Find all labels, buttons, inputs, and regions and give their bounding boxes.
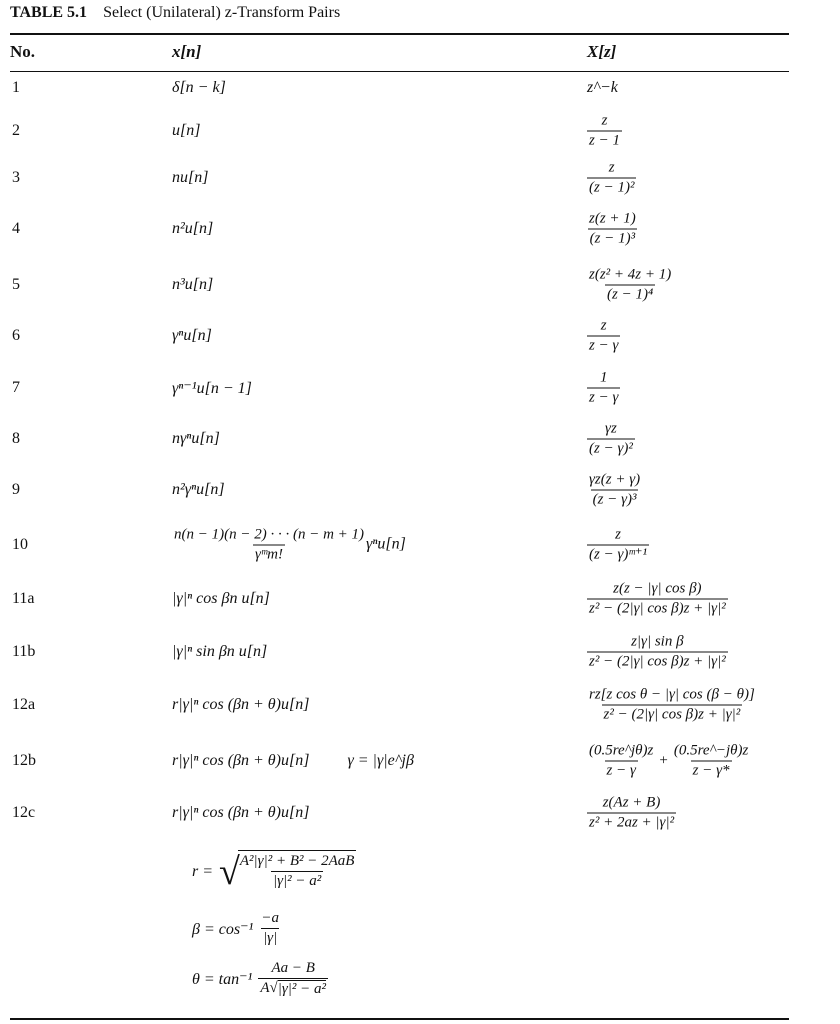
numerator: z(z − |γ| cos β) xyxy=(613,580,702,597)
signal-x-n xyxy=(172,122,200,140)
denominator xyxy=(258,978,328,998)
denominator-coefficient: A xyxy=(260,980,270,996)
radicand: |γ|² − a² xyxy=(277,981,327,997)
numerator: z xyxy=(615,526,621,543)
header-rule xyxy=(10,71,789,72)
signal-expression: |γ|ⁿ sin βn u[n] xyxy=(172,643,268,660)
numerator: n(n − 1)(n − 2) · · · (n − m + 1) xyxy=(174,526,365,543)
numerator: (0.5re^jθ)z xyxy=(589,742,654,759)
denominator: z − γ xyxy=(589,337,619,354)
signal-condition: γ = |γ|e^jβ xyxy=(347,752,414,769)
transform-X-z xyxy=(587,687,757,724)
denominator: z² − (2|γ| cos β)z + |γ|² xyxy=(589,653,726,670)
header-X-z: X[z] xyxy=(587,42,617,61)
row-number: 3 xyxy=(12,169,20,186)
row-number: 1 xyxy=(12,79,20,96)
denominator: z − γ xyxy=(606,762,636,779)
denominator: |γ|² − a² xyxy=(273,873,322,889)
bottom-rule xyxy=(10,1018,789,1020)
fraction xyxy=(587,634,728,671)
transform-X-z xyxy=(587,267,673,304)
numerator: γz xyxy=(605,420,617,437)
fraction xyxy=(587,743,655,780)
table-number: TABLE 5.1 xyxy=(10,4,88,21)
table-title: Select (Unilateral) z-Transform Pairs xyxy=(103,4,341,21)
table-caption xyxy=(10,4,340,22)
numerator: z(Az + B) xyxy=(602,794,661,811)
denominator: (z − γ)ᵐ⁺¹ xyxy=(589,546,648,563)
transform-X-z xyxy=(587,113,622,150)
signal-x-n xyxy=(172,481,225,499)
fraction xyxy=(587,795,676,832)
fraction xyxy=(587,267,673,304)
denominator: (z − γ)² xyxy=(589,440,633,457)
numerator: z xyxy=(600,317,607,334)
row-number: 8 xyxy=(12,430,20,447)
numerator: 1 xyxy=(599,369,608,386)
fraction xyxy=(259,910,281,947)
fraction xyxy=(587,687,757,724)
row-number: 7 xyxy=(12,379,20,396)
header-x-n: x[n] xyxy=(172,42,202,61)
row-number: 9 xyxy=(12,481,20,498)
fraction xyxy=(172,527,366,564)
row-number: 11a xyxy=(12,590,35,607)
transform-X-z xyxy=(587,581,728,618)
numerator: rz[z cos θ − |γ| cos (β − θ)] xyxy=(589,686,755,703)
row-number: 11b xyxy=(12,643,36,660)
fraction xyxy=(587,581,728,618)
signal-x-n xyxy=(172,378,252,398)
denominator: z − γ* xyxy=(692,762,730,779)
signal-x-n xyxy=(172,327,212,345)
signal-expression: nu[n] xyxy=(172,169,209,186)
fraction xyxy=(672,743,751,780)
denominator: z − γ xyxy=(589,389,619,406)
row-number: 10 xyxy=(12,536,28,553)
top-rule xyxy=(10,33,789,35)
signal-x-n xyxy=(172,430,220,448)
numerator: z xyxy=(608,159,615,176)
fraction xyxy=(587,113,622,150)
transform-X-z xyxy=(587,79,618,97)
signal-expression: n²u[n] xyxy=(172,220,214,237)
signal-x-n xyxy=(172,643,267,661)
transform-X-z xyxy=(587,211,638,248)
signal-x-n xyxy=(172,276,213,294)
fraction xyxy=(587,160,636,197)
signal-expression: n²γⁿu[n] xyxy=(172,481,225,498)
row-number: 4 xyxy=(12,220,20,237)
fraction xyxy=(587,421,635,458)
numerator: z(z + 1) xyxy=(589,210,636,227)
signal-expression: |γ|ⁿ cos βn u[n] xyxy=(172,590,270,607)
header-no: No. xyxy=(10,42,36,61)
transform-X-z xyxy=(587,634,728,671)
numerator: z|γ| sin β xyxy=(631,633,684,650)
fraction xyxy=(587,472,642,509)
signal-x-n xyxy=(172,804,309,822)
radical-sign: √ xyxy=(269,980,278,996)
numerator: γz(z + γ) xyxy=(589,471,641,488)
row-number: 12c xyxy=(12,804,36,821)
signal-x-n xyxy=(172,169,208,187)
signal-expression: r|γ|ⁿ cos (βn + θ)u[n] xyxy=(172,696,310,713)
fraction xyxy=(587,527,649,564)
transform-X-z xyxy=(587,527,649,564)
denominator: z² − (2|γ| cos β)z + |γ|² xyxy=(603,706,741,723)
definition-r-lhs: r = xyxy=(192,863,214,880)
row-number: 6 xyxy=(12,327,20,344)
radicand xyxy=(238,850,357,894)
square-root xyxy=(270,980,327,998)
denominator: (z − 1)³ xyxy=(589,230,636,247)
definition-beta xyxy=(192,910,281,947)
signal-x-n xyxy=(172,79,226,97)
signal-x-n xyxy=(172,696,309,714)
signal-expression: γⁿu[n] xyxy=(172,327,212,344)
row-number: 2 xyxy=(12,122,20,139)
definition-theta xyxy=(192,960,328,998)
plus-sign: + xyxy=(659,752,668,769)
radical-sign: √ xyxy=(219,851,240,893)
signal-x-n xyxy=(172,220,213,238)
numerator: −a xyxy=(261,910,279,926)
signal-expression: n³u[n] xyxy=(172,276,214,293)
transform-X-z xyxy=(587,472,642,509)
definition-theta-lhs: θ = tan⁻¹ xyxy=(192,971,253,988)
fraction xyxy=(587,211,638,248)
transform-expression: z^−k xyxy=(587,79,618,96)
signal-x-n xyxy=(172,590,270,608)
denominator: z² − (2|γ| cos β)z + |γ|² xyxy=(589,600,726,617)
row-number: 12a xyxy=(12,696,36,713)
signal-tail: γⁿu[n] xyxy=(366,535,406,553)
denominator: z − 1 xyxy=(589,132,620,149)
signal-expression: nγⁿu[n] xyxy=(172,430,220,447)
signal-expression: u[n] xyxy=(172,122,201,139)
denominator: (z − 1)⁴ xyxy=(607,286,654,303)
numerator: Aa − B xyxy=(271,960,315,976)
denominator: z² + 2az + |γ|² xyxy=(589,814,675,831)
numerator: z xyxy=(601,112,608,129)
transform-X-z xyxy=(587,421,635,458)
denominator: (z − 1)² xyxy=(589,179,635,196)
signal-x-n xyxy=(172,752,414,770)
row-number: 5 xyxy=(12,276,20,293)
denominator: γᵐm! xyxy=(255,546,284,563)
square-root xyxy=(219,850,356,894)
fraction xyxy=(587,370,620,407)
numerator: (0.5re^−jθ)z xyxy=(673,742,749,759)
signal-expression: r|γ|ⁿ cos (βn + θ)u[n] xyxy=(172,752,310,769)
row-number: 12b xyxy=(12,752,36,769)
transform-X-z xyxy=(587,795,676,832)
signal-expression: r|γ|ⁿ cos (βn + θ)u[n] xyxy=(172,804,310,821)
signal-x-n xyxy=(172,527,406,564)
transform-X-z xyxy=(587,370,620,407)
numerator: A²|γ|² + B² − 2AaB xyxy=(239,853,355,869)
transform-X-z xyxy=(587,743,750,780)
fraction xyxy=(587,318,620,355)
signal-expression: δ[n − k] xyxy=(172,79,226,96)
transform-X-z xyxy=(587,318,620,355)
definition-beta-lhs: β = cos⁻¹ xyxy=(192,920,254,938)
signal-expression: γⁿ⁻¹u[n − 1] xyxy=(172,380,252,397)
denominator: |γ| xyxy=(263,930,278,946)
fraction xyxy=(258,960,328,998)
fraction xyxy=(238,853,357,890)
transform-X-z xyxy=(587,160,636,197)
numerator: z(z² + 4z + 1) xyxy=(589,266,672,283)
denominator: (z − γ)³ xyxy=(592,491,637,508)
definition-r xyxy=(192,850,356,894)
